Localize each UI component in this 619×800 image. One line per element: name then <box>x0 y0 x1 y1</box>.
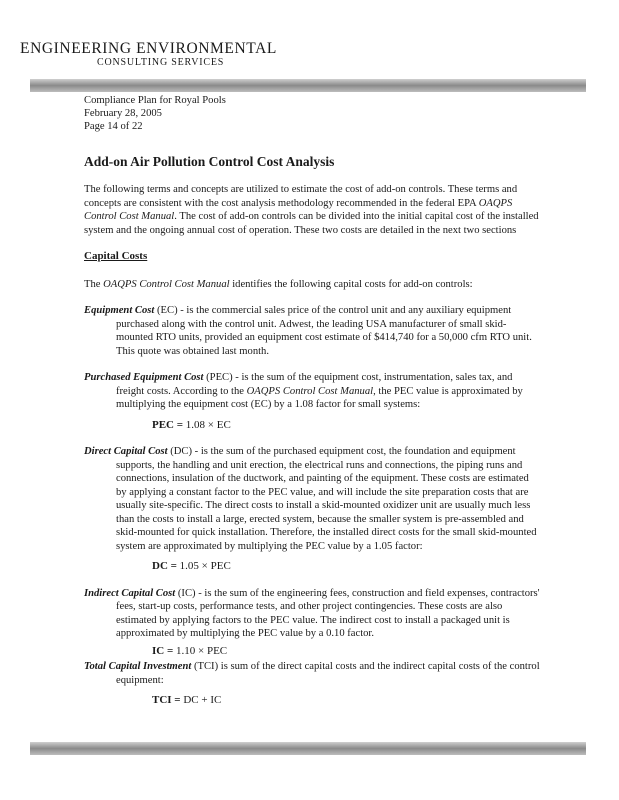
direct-capital-cost-entry <box>84 445 542 553</box>
equipment-cost-term: Equipment Cost <box>84 305 155 316</box>
capital-lead-paragraph <box>84 278 542 292</box>
section-title: Add-on Air Pollution Control Cost Analysis <box>84 154 335 169</box>
total-capital-investment-entry <box>84 660 542 687</box>
ic-formula <box>152 645 542 659</box>
tci-formula-rhs: DC + IC <box>183 694 222 706</box>
dc-formula-rhs: 1.05 × PEC <box>179 560 231 572</box>
indirect-capital-cost-term: Indirect Capital Cost <box>84 587 176 599</box>
document-date: February 28, 2005 <box>84 108 162 119</box>
document-body <box>84 94 542 708</box>
header-divider-bar <box>30 79 586 92</box>
capital-lead-manual-ref: OAQPS Control Cost Manual <box>103 278 230 290</box>
capital-costs-heading: Capital Costs <box>84 250 148 262</box>
ic-formula-lhs: IC = <box>152 644 174 657</box>
tci-formula <box>152 694 542 708</box>
pec-text-1: (PEC) - is the sum of the equipment cost, instrumentation, sales tax, and freight costs. According to the <box>116 372 513 397</box>
ic-formula-rhs: 1.10 × PEC <box>176 644 228 657</box>
intro-text-1: The following terms and concepts are utilized to estimate the cost of add-on controls. These terms and concepts are consistent with the cost analysis methodology recommended in the federal EPA <box>84 184 518 209</box>
purchased-equipment-cost-term: Purchased Equipment Cost <box>84 372 204 383</box>
tci-formula-lhs: TCI = <box>152 694 181 706</box>
pec-formula-rhs: 1.08 × EC <box>185 418 231 431</box>
direct-capital-cost-text: (DC) - is the sum of the purchased equipment cost, the foundation and equipment supports, the handling and unit erection, the electrical runs and connections, the piping runs and connections, insulation of the ductwork, and painting of the equipment. These costs are estimated by applying a constant factor to the PEC value, and will include the site preparation costs that are usually site-specific. The direct costs to install a skid-mounted oxidizer unit are usually much less than the costs to install a large, erected system, because the smaller system is pre-assembled and skid-mounted for quick installation. Therefore, the installed direct costs for the small skid-mounted system are approximated by multiplying the PEC value by a 1.05 factor: <box>116 446 537 552</box>
capital-lead-post: identifies the following capital costs for add-on controls: <box>229 278 473 290</box>
letterhead <box>20 40 277 69</box>
dc-formula-lhs: DC = <box>152 560 177 572</box>
indirect-capital-cost-entry <box>84 587 542 641</box>
pec-formula <box>152 419 542 433</box>
equipment-cost-entry <box>84 304 542 358</box>
indirect-capital-cost-text: (IC) - is the sum of the engineering fees, construction and field expenses, contractors' fees, start-up costs, performance tests, and other project contingencies. These costs are also estimated by applying factors to the PEC value. The indirect cost to install a packaged unit is approximated by multiplying the PEC value by a 0.10 factor. <box>116 587 540 639</box>
total-capital-investment-term: Total Capital Investment <box>84 661 192 672</box>
direct-capital-cost-term: Direct Capital Cost <box>84 446 168 457</box>
footer-divider-bar <box>30 742 586 755</box>
total-capital-investment-text: (TCI) is sum of the direct capital costs and the indirect capital costs of the control equipment: <box>116 661 540 686</box>
intro-text-2: . The cost of add-on controls can be divided into the initial capital cost of the installed system and the ongoing annual cost of operation. These two costs are detailed in the next two sections <box>84 211 539 236</box>
pec-formula-lhs: PEC = <box>152 418 184 431</box>
purchased-equipment-cost-entry <box>84 371 542 412</box>
dc-formula <box>152 560 542 574</box>
pec-manual-ref: OAQPS Control Cost Manual <box>246 385 374 397</box>
company-name: ENGINEERING ENVIRONMENTAL <box>20 40 277 57</box>
intro-paragraph <box>84 183 542 237</box>
page-number: Page 14 of 22 <box>84 121 143 132</box>
company-subtitle: CONSULTING SERVICES <box>97 57 225 68</box>
document-meta <box>84 94 542 133</box>
intro-manual-ref: OAQPS Control Cost Manual <box>84 197 513 222</box>
document-title: Compliance Plan for Royal Pools <box>84 95 226 106</box>
equipment-cost-text: (EC) - is the commercial sales price of the control unit and any auxiliary equipment purchased along with the control unit. Adwest, the leading USA manufacturer of small skid-mounted RTO units, provided an equipment cost estimate of $414,740 for a 50,000 cfm RTO unit. This quote was obtained last month. <box>116 305 532 357</box>
pec-text-2: , the PEC value is approximated by multiplying the equipment cost (EC) by a 1.08 factor for small systems: <box>116 385 523 410</box>
capital-lead-pre: The <box>84 278 104 290</box>
